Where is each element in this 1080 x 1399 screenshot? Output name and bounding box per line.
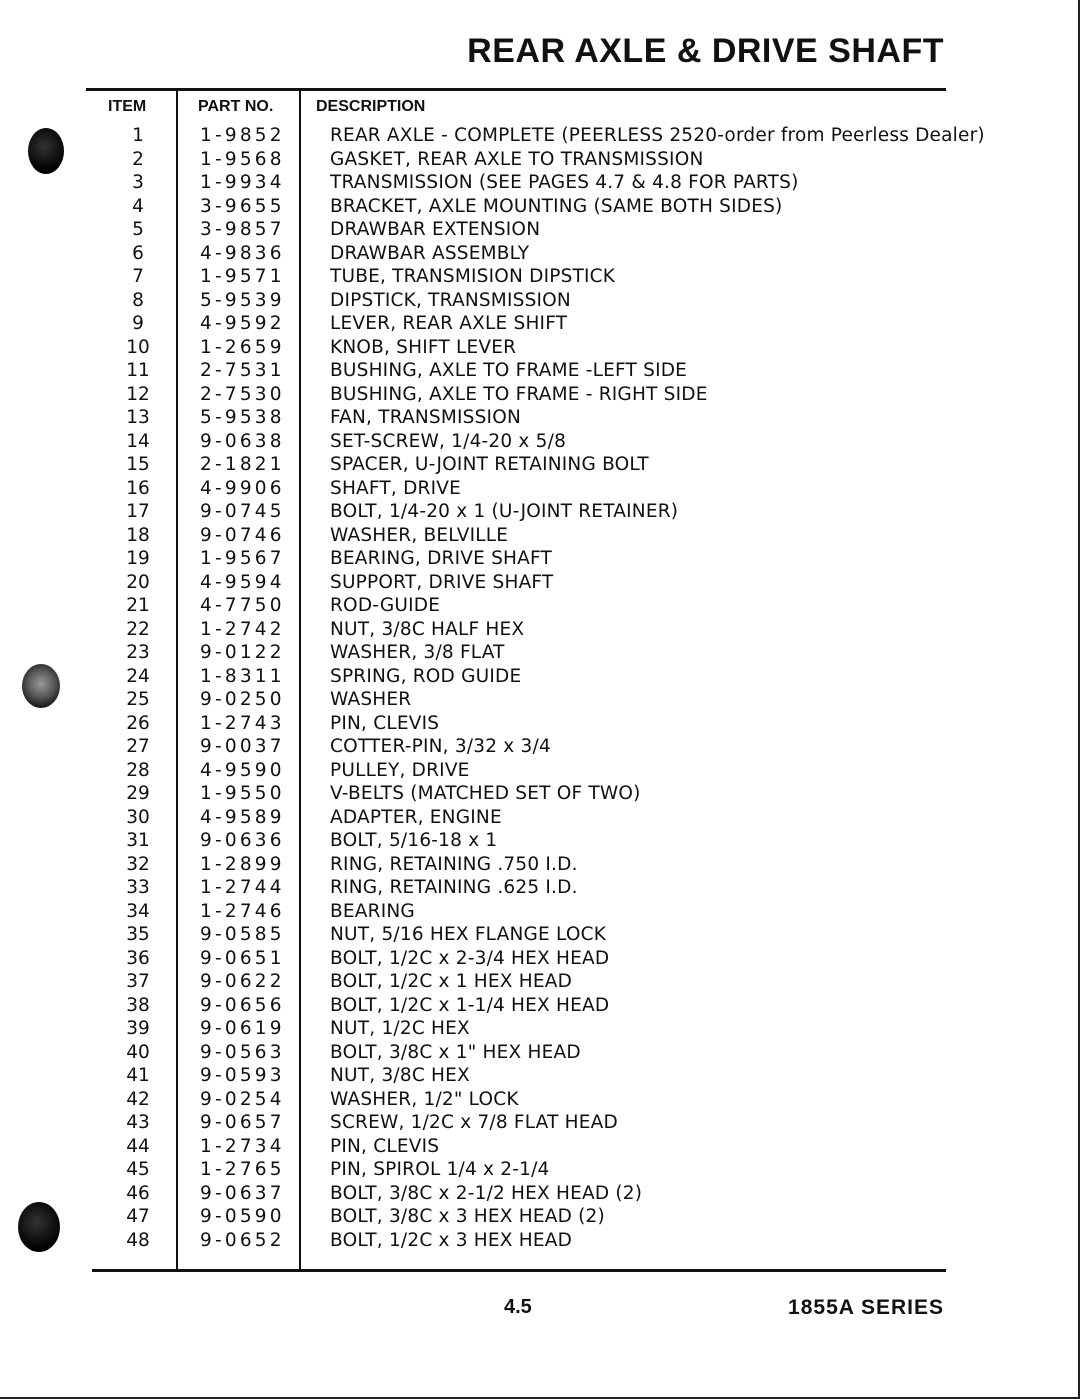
row-description: NUT, 5/16 HEX FLANGE LOCK [330, 924, 607, 945]
row-description: BEARING, DRIVE SHAFT [330, 548, 552, 569]
row-description: BOLT, 1/2C x 2-3/4 HEX HEAD [330, 947, 610, 969]
row-description: REAR AXLE - COMPLETE (PEERLESS 2520-order from Peerless Dealer) [330, 125, 985, 146]
row-item-number: 19 [126, 548, 150, 569]
row-part-number: 2-1821 [200, 454, 285, 475]
table-row [0, 594, 1080, 618]
table-row [0, 336, 1080, 360]
table-row [0, 900, 1080, 924]
row-part-number: 9-0037 [200, 736, 285, 757]
table-row [0, 477, 1080, 501]
row-part-number: 9-0563 [200, 1041, 285, 1063]
table-row [0, 853, 1080, 877]
row-part-number: 9-0636 [200, 830, 285, 851]
row-description: BOLT, 1/2C x 3 HEX HEAD [330, 1229, 573, 1251]
table-row [0, 1229, 1080, 1253]
row-part-number: 1-9567 [200, 548, 285, 569]
row-description: DIPSTICK, TRANSMISSION [330, 289, 571, 311]
row-item-number: 38 [126, 994, 150, 1016]
table-row [0, 195, 1080, 219]
row-part-number: 4-9592 [200, 313, 285, 334]
row-description: BRACKET, AXLE MOUNTING (SAME BOTH SIDES) [330, 195, 783, 217]
row-part-number: 9-0656 [200, 994, 285, 1016]
row-item-number: 9 [132, 313, 144, 334]
row-item-number: 42 [126, 1088, 150, 1110]
row-item-number: 16 [126, 477, 150, 499]
row-part-number: 5-9538 [200, 407, 285, 428]
table-row [0, 242, 1080, 266]
row-item-number: 8 [132, 289, 144, 311]
table-row [0, 735, 1080, 759]
page-title: REAR AXLE & DRIVE SHAFT [467, 32, 944, 70]
row-item-number: 48 [126, 1229, 150, 1251]
row-part-number: 1-9568 [200, 148, 285, 170]
row-part-number: 4-9906 [200, 477, 285, 499]
row-description: GASKET, REAR AXLE TO TRANSMISSION [330, 148, 704, 170]
row-item-number: 25 [126, 689, 150, 710]
row-description: V-BELTS (MATCHED SET OF TWO) [330, 783, 641, 804]
row-part-number: 1-2742 [200, 618, 285, 640]
row-item-number: 1 [132, 125, 144, 146]
row-part-number: 9-0652 [200, 1229, 285, 1251]
table-row [0, 1182, 1080, 1206]
row-description: BOLT, 5/16-18 x 1 [330, 830, 498, 851]
row-description: NUT, 3/8C HEX [330, 1065, 470, 1086]
row-part-number: 1-2744 [200, 877, 285, 898]
row-item-number: 44 [126, 1135, 150, 1157]
row-item-number: 32 [126, 853, 150, 875]
row-description: BOLT, 1/4-20 x 1 (U-JOINT RETAINER) [330, 501, 679, 522]
row-description: DRAWBAR ASSEMBLY [330, 242, 530, 264]
row-part-number: 9-0622 [200, 971, 285, 992]
page-number: 4.5 [504, 1296, 532, 1318]
table-bottom-rule [92, 1269, 946, 1272]
row-part-number: 9-0746 [200, 524, 285, 546]
row-description: NUT, 1/2C HEX [330, 1018, 470, 1039]
table-row [0, 688, 1080, 712]
row-description: KNOB, SHIFT LEVER [330, 336, 517, 358]
row-description: BOLT, 3/8C x 1" HEX HEAD [330, 1041, 581, 1063]
table-row [0, 453, 1080, 477]
row-item-number: 27 [126, 736, 150, 757]
row-item-number: 47 [126, 1206, 150, 1227]
row-item-number: 17 [126, 501, 150, 522]
column-header-description: DESCRIPTION [316, 98, 426, 115]
row-part-number: 9-0638 [200, 430, 285, 452]
row-part-number: 4-9836 [200, 242, 285, 264]
row-part-number: 1-2899 [200, 853, 285, 875]
table-row [0, 148, 1080, 172]
row-description: BOLT, 3/8C x 3 HEX HEAD (2) [330, 1206, 605, 1227]
row-part-number: 9-0122 [200, 642, 285, 663]
row-part-number: 2-7531 [200, 360, 285, 381]
row-part-number: 9-0250 [200, 689, 285, 710]
row-item-number: 4 [132, 195, 144, 217]
table-row [0, 312, 1080, 336]
table-row [0, 782, 1080, 806]
table-row [0, 970, 1080, 994]
column-header-item: ITEM [108, 98, 147, 115]
table-row [0, 430, 1080, 454]
row-description: PIN, SPIROL 1/4 x 2-1/4 [330, 1159, 550, 1180]
table-row [0, 994, 1080, 1018]
table-row [0, 618, 1080, 642]
row-description: PIN, CLEVIS [330, 712, 440, 734]
table-row [0, 1017, 1080, 1041]
table-top-rule [86, 88, 946, 91]
row-item-number: 12 [126, 383, 150, 405]
parts-table-body [0, 124, 1080, 1252]
row-part-number: 5-9539 [200, 289, 285, 311]
row-description: WASHER, 3/8 FLAT [330, 642, 505, 663]
row-part-number: 4-9590 [200, 759, 285, 781]
row-part-number: 4-7750 [200, 595, 285, 616]
row-part-number: 4-9589 [200, 806, 285, 828]
table-row [0, 641, 1080, 665]
table-row [0, 218, 1080, 242]
row-description: WASHER, BELVILLE [330, 524, 509, 546]
table-row [0, 524, 1080, 548]
row-description: SPRING, ROD GUIDE [330, 665, 522, 687]
table-row [0, 571, 1080, 595]
row-part-number: 1-2734 [200, 1135, 285, 1157]
row-item-number: 30 [126, 806, 150, 828]
row-part-number: 9-0657 [200, 1112, 285, 1133]
row-description: RING, RETAINING .625 I.D. [330, 877, 578, 898]
row-part-number: 2-7530 [200, 383, 285, 405]
row-description: BOLT, 1/2C x 1-1/4 HEX HEAD [330, 994, 610, 1016]
row-item-number: 31 [126, 830, 150, 851]
row-item-number: 39 [126, 1018, 150, 1039]
row-part-number: 9-0590 [200, 1206, 285, 1227]
row-part-number: 9-0585 [200, 924, 285, 945]
row-item-number: 36 [126, 947, 150, 969]
row-item-number: 23 [126, 642, 150, 663]
row-description: WASHER [330, 689, 412, 710]
table-row [0, 265, 1080, 289]
table-row [0, 359, 1080, 383]
row-description: NUT, 3/8C HALF HEX [330, 618, 525, 640]
row-item-number: 26 [126, 712, 150, 734]
table-row [0, 759, 1080, 783]
row-part-number: 1-8311 [200, 665, 285, 687]
row-description: ROD-GUIDE [330, 595, 441, 616]
row-part-number: 9-0593 [200, 1065, 285, 1086]
table-row [0, 712, 1080, 736]
row-part-number: 3-9655 [200, 195, 285, 217]
row-description: DRAWBAR EXTENSION [330, 219, 541, 240]
row-description: PIN, CLEVIS [330, 1135, 440, 1157]
table-row [0, 1205, 1080, 1229]
row-item-number: 11 [126, 360, 150, 381]
row-item-number: 35 [126, 924, 150, 945]
table-row [0, 806, 1080, 830]
row-item-number: 37 [126, 971, 150, 992]
table-row [0, 1135, 1080, 1159]
row-part-number: 1-2743 [200, 712, 285, 734]
row-description: BOLT, 3/8C x 2-1/2 HEX HEAD (2) [330, 1182, 643, 1204]
row-description: BUSHING, AXLE TO FRAME -LEFT SIDE [330, 360, 688, 381]
row-item-number: 34 [126, 900, 150, 922]
row-item-number: 24 [126, 665, 150, 687]
row-item-number: 13 [126, 407, 150, 428]
table-row [0, 124, 1080, 148]
row-part-number: 9-0637 [200, 1182, 285, 1204]
row-description: COTTER-PIN, 3/32 x 3/4 [330, 736, 551, 757]
table-row [0, 171, 1080, 195]
row-item-number: 29 [126, 783, 150, 804]
row-part-number: 9-0619 [200, 1018, 285, 1039]
row-item-number: 18 [126, 524, 150, 546]
row-item-number: 46 [126, 1182, 150, 1204]
row-description: SHAFT, DRIVE [330, 477, 461, 499]
row-item-number: 5 [132, 219, 144, 240]
table-row [0, 876, 1080, 900]
row-description: WASHER, 1/2" LOCK [330, 1088, 519, 1110]
row-item-number: 2 [132, 148, 144, 170]
row-description: RING, RETAINING .750 I.D. [330, 853, 578, 875]
series-label: 1855A SERIES [788, 1296, 944, 1319]
table-row [0, 923, 1080, 947]
row-item-number: 43 [126, 1112, 150, 1133]
row-item-number: 41 [126, 1065, 150, 1086]
table-row [0, 1041, 1080, 1065]
row-item-number: 6 [132, 242, 144, 264]
row-part-number: 1-9550 [200, 783, 285, 804]
table-row [0, 1158, 1080, 1182]
row-description: TUBE, TRANSMISION DIPSTICK [330, 266, 616, 287]
row-description: LEVER, REAR AXLE SHIFT [330, 313, 568, 334]
row-description: BUSHING, AXLE TO FRAME - RIGHT SIDE [330, 383, 708, 405]
row-part-number: 1-2746 [200, 900, 285, 922]
row-part-number: 1-9934 [200, 172, 285, 193]
table-row [0, 947, 1080, 971]
row-description: SCREW, 1/2C x 7/8 FLAT HEAD [330, 1112, 618, 1133]
table-row [0, 383, 1080, 407]
table-row [0, 547, 1080, 571]
row-description: TRANSMISSION (SEE PAGES 4.7 & 4.8 FOR PARTS) [330, 172, 799, 193]
row-description: SET-SCREW, 1/4-20 x 5/8 [330, 430, 567, 452]
row-part-number: 1-9852 [200, 125, 285, 146]
table-row [0, 406, 1080, 430]
table-row [0, 1064, 1080, 1088]
table-row [0, 665, 1080, 689]
row-item-number: 7 [132, 266, 144, 287]
row-description: BEARING [330, 900, 415, 922]
row-description: SUPPORT, DRIVE SHAFT [330, 571, 554, 593]
row-item-number: 21 [126, 595, 150, 616]
table-row [0, 500, 1080, 524]
table-row [0, 829, 1080, 853]
row-part-number: 3-9857 [200, 219, 285, 240]
row-description: BOLT, 1/2C x 1 HEX HEAD [330, 971, 573, 992]
row-item-number: 33 [126, 877, 150, 898]
row-description: FAN, TRANSMISSION [330, 407, 522, 428]
table-row [0, 1111, 1080, 1135]
row-item-number: 20 [126, 571, 150, 593]
row-description: ADAPTER, ENGINE [330, 806, 502, 828]
row-item-number: 14 [126, 430, 150, 452]
row-item-number: 22 [126, 618, 150, 640]
row-part-number: 1-9571 [200, 266, 285, 287]
column-header-part-no: PART NO. [198, 98, 274, 115]
row-part-number: 1-2765 [200, 1159, 285, 1180]
row-part-number: 1-2659 [200, 336, 285, 358]
table-row [0, 1088, 1080, 1112]
row-part-number: 4-9594 [200, 571, 285, 593]
row-part-number: 9-0745 [200, 501, 285, 522]
row-item-number: 10 [126, 336, 150, 358]
row-description: SPACER, U-JOINT RETAINING BOLT [330, 454, 649, 475]
table-row [0, 289, 1080, 313]
row-item-number: 15 [126, 454, 150, 475]
row-item-number: 40 [126, 1041, 150, 1063]
row-part-number: 9-0651 [200, 947, 285, 969]
row-part-number: 9-0254 [200, 1088, 285, 1110]
row-item-number: 28 [126, 759, 150, 781]
row-item-number: 3 [132, 172, 144, 193]
row-item-number: 45 [126, 1159, 150, 1180]
row-description: PULLEY, DRIVE [330, 759, 470, 781]
